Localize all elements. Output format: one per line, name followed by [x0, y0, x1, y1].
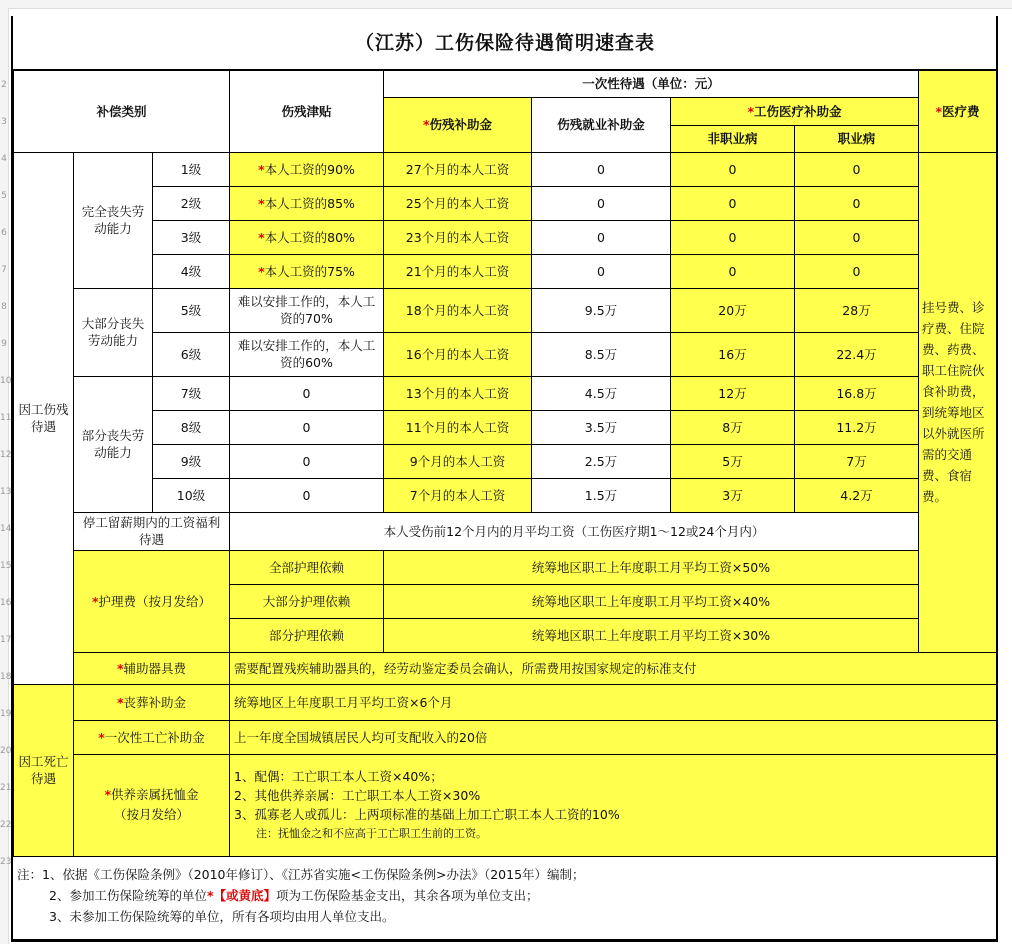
row-number: 8	[1, 302, 7, 312]
nursing-label: *护理费（按月发给）	[74, 550, 230, 652]
group-partial-loss: 部分丧失劳动能力	[74, 376, 153, 512]
header-disability-subsidy: *伤残补助金	[384, 97, 532, 152]
occ-cell: 4.2万	[795, 478, 919, 512]
row-number: 12	[0, 450, 12, 460]
support-note: 注：抚恤金之和不应高于工亡职工生前的工资。	[256, 827, 487, 840]
row-number: 3	[1, 117, 7, 127]
row-number: 4	[1, 154, 7, 164]
non-occ-cell: 16万	[671, 332, 795, 376]
header-allowance: 伤残津贴	[230, 70, 384, 152]
header-medical-cost: *医疗费	[919, 70, 997, 152]
allowance-cell: 0	[230, 410, 384, 444]
row-number: 5	[1, 191, 7, 201]
non-occ-cell: 20万	[671, 288, 795, 332]
non-occ-cell: 0	[671, 254, 795, 288]
subsidy-cell: 16个月的本人工资	[384, 332, 532, 376]
note-line-2: 2、参加工伤保险统筹的单位*【或黄底】项为工伤保险基金支出，其余各项为单位支出；	[49, 888, 539, 903]
medical-cost-text: 挂号费、诊疗费、住院费、药费、职工住院伙食补助费，到统筹地区以外就医所需的交通费、食宿费。	[919, 152, 997, 652]
occ-cell: 0	[795, 220, 919, 254]
device-label: *辅助器具费	[74, 652, 230, 684]
allowance-cell: 难以安排工作的，本人工资的70%	[230, 288, 384, 332]
row-number: 22	[0, 820, 12, 830]
insurance-table	[13, 18, 997, 857]
row-number: 15	[0, 561, 12, 571]
row-number: 9	[1, 339, 7, 349]
non-occ-cell: 8万	[671, 410, 795, 444]
allowance-cell: 难以安排工作的，本人工资的60%	[230, 332, 384, 376]
suspension-value: 本人受伤前12个月内的月平均工资（工伤医疗期1～12或24个月内）	[230, 512, 919, 550]
non-occ-cell: 0	[671, 152, 795, 186]
header-category: 补偿类别	[14, 70, 230, 152]
employment-cell: 2.5万	[532, 444, 671, 478]
level-cell: 4级	[153, 254, 230, 288]
funeral-label: *丧葬补助金	[74, 684, 230, 720]
footnotes	[17, 864, 987, 927]
lumpsum-death-value: 上一年度全国城镇居民人均可支配收入的20倍	[230, 720, 997, 754]
employment-cell: 0	[532, 186, 671, 220]
row-number: 7	[1, 265, 7, 275]
occ-cell: 28万	[795, 288, 919, 332]
header-occupational: 职业病	[795, 125, 919, 152]
employment-cell: 3.5万	[532, 410, 671, 444]
level-cell: 6级	[153, 332, 230, 376]
row-number: 20	[0, 746, 12, 756]
support-line: 3、孤寡老人或孤儿：上两项标准的基础上加工亡职工本人工资的10%	[234, 807, 620, 822]
nursing-value: 统筹地区职工上年度职工月平均工资×50%	[384, 550, 919, 584]
occ-cell: 0	[795, 186, 919, 220]
level-cell: 1级	[153, 152, 230, 186]
subsidy-cell: 21个月的本人工资	[384, 254, 532, 288]
funeral-value: 统筹地区上年度职工月平均工资×6个月	[230, 684, 997, 720]
occ-cell: 0	[795, 254, 919, 288]
allowance-cell: *本人工资的75%	[230, 254, 384, 288]
support-value	[230, 754, 997, 856]
allowance-cell: 0	[230, 478, 384, 512]
header-non-occupational: 非职业病	[671, 125, 795, 152]
non-occ-cell: 5万	[671, 444, 795, 478]
lumpsum-death-label: *一次性工亡补助金	[74, 720, 230, 754]
level-cell: 9级	[153, 444, 230, 478]
group-major-loss: 大部分丧失劳动能力	[74, 288, 153, 376]
employment-cell: 0	[532, 220, 671, 254]
employment-cell: 4.5万	[532, 376, 671, 410]
column-header-strip	[0, 0, 1012, 9]
row-number: 17	[0, 635, 12, 645]
row-number: 19	[0, 709, 12, 719]
subsidy-cell: 9个月的本人工资	[384, 444, 532, 478]
level-cell: 8级	[153, 410, 230, 444]
employment-cell: 9.5万	[532, 288, 671, 332]
subsidy-cell: 27个月的本人工资	[384, 152, 532, 186]
row-number-gutter	[0, 8, 12, 944]
row-number: 2	[1, 80, 7, 90]
allowance-cell: *本人工资的80%	[230, 220, 384, 254]
non-occ-cell: 0	[671, 220, 795, 254]
device-value: 需要配置残疾辅助器具的，经劳动鉴定委员会确认，所需费用按国家规定的标准支付	[230, 652, 997, 684]
row-number: 6	[1, 228, 7, 238]
row-number: 18	[0, 672, 12, 682]
subsidy-cell: 18个月的本人工资	[384, 288, 532, 332]
allowance-cell: 0	[230, 444, 384, 478]
employment-cell: 0	[532, 254, 671, 288]
page-title: （江苏）工伤保险待遇简明速查表	[14, 18, 997, 70]
level-cell: 5级	[153, 288, 230, 332]
row-number: 21	[0, 783, 12, 793]
employment-cell: 0	[532, 152, 671, 186]
header-medical-subsidy-group: *工伤医疗补助金	[671, 97, 919, 125]
row-number: 14	[0, 524, 12, 534]
allowance-cell: *本人工资的90%	[230, 152, 384, 186]
note-line-3: 3、未参加工伤保险统筹的单位，所有各项均由用人单位支出。	[49, 909, 395, 924]
section-disability-label: 因工伤残待遇	[14, 152, 74, 684]
subsidy-cell: 25个月的本人工资	[384, 186, 532, 220]
level-cell: 10级	[153, 478, 230, 512]
nursing-type: 部分护理依赖	[230, 618, 384, 652]
occ-cell: 0	[795, 152, 919, 186]
nursing-type: 大部分护理依赖	[230, 584, 384, 618]
employment-cell: 8.5万	[532, 332, 671, 376]
nursing-value: 统筹地区职工上年度职工月平均工资×40%	[384, 584, 919, 618]
row-number: 23	[0, 857, 12, 867]
note-line-1: 注：1、依据《工伤保险条例》（2010年修订）、《江苏省实施<工伤保险条例>办法》（2015年）编制；	[17, 867, 585, 882]
support-line: 1、配偶：工亡职工本人工资×40%；	[234, 769, 443, 784]
occ-cell: 11.2万	[795, 410, 919, 444]
level-cell: 7级	[153, 376, 230, 410]
occ-cell: 22.4万	[795, 332, 919, 376]
level-cell: 2级	[153, 186, 230, 220]
suspension-label: 停工留薪期内的工资福利待遇	[74, 512, 230, 550]
subsidy-cell: 13个月的本人工资	[384, 376, 532, 410]
row-number: 11	[0, 413, 12, 423]
level-cell: 3级	[153, 220, 230, 254]
row-number: 16	[0, 598, 12, 608]
occ-cell: 16.8万	[795, 376, 919, 410]
subsidy-cell: 11个月的本人工资	[384, 410, 532, 444]
occ-cell: 7万	[795, 444, 919, 478]
support-label: *供养亲属抚恤金 （按月发给）	[74, 754, 230, 856]
row-number: 13	[0, 487, 12, 497]
subsidy-cell: 23个月的本人工资	[384, 220, 532, 254]
section-death-label: 因工死亡待遇	[14, 684, 74, 856]
nursing-type: 全部护理依赖	[230, 550, 384, 584]
nursing-value: 统筹地区职工上年度职工月平均工资×30%	[384, 618, 919, 652]
employment-cell: 1.5万	[532, 478, 671, 512]
header-employment-subsidy: 伤残就业补助金	[532, 97, 671, 152]
non-occ-cell: 3万	[671, 478, 795, 512]
non-occ-cell: 0	[671, 186, 795, 220]
header-lumpsum-group: 一次性待遇（单位：元）	[384, 70, 919, 97]
group-total-loss: 完全丧失劳动能力	[74, 152, 153, 288]
allowance-cell: *本人工资的85%	[230, 186, 384, 220]
allowance-cell: 0	[230, 376, 384, 410]
subsidy-cell: 7个月的本人工资	[384, 478, 532, 512]
support-line: 2、其他供养亲属：工亡职工本人工资×30%	[234, 788, 481, 803]
row-number: 10	[0, 376, 12, 386]
non-occ-cell: 12万	[671, 376, 795, 410]
